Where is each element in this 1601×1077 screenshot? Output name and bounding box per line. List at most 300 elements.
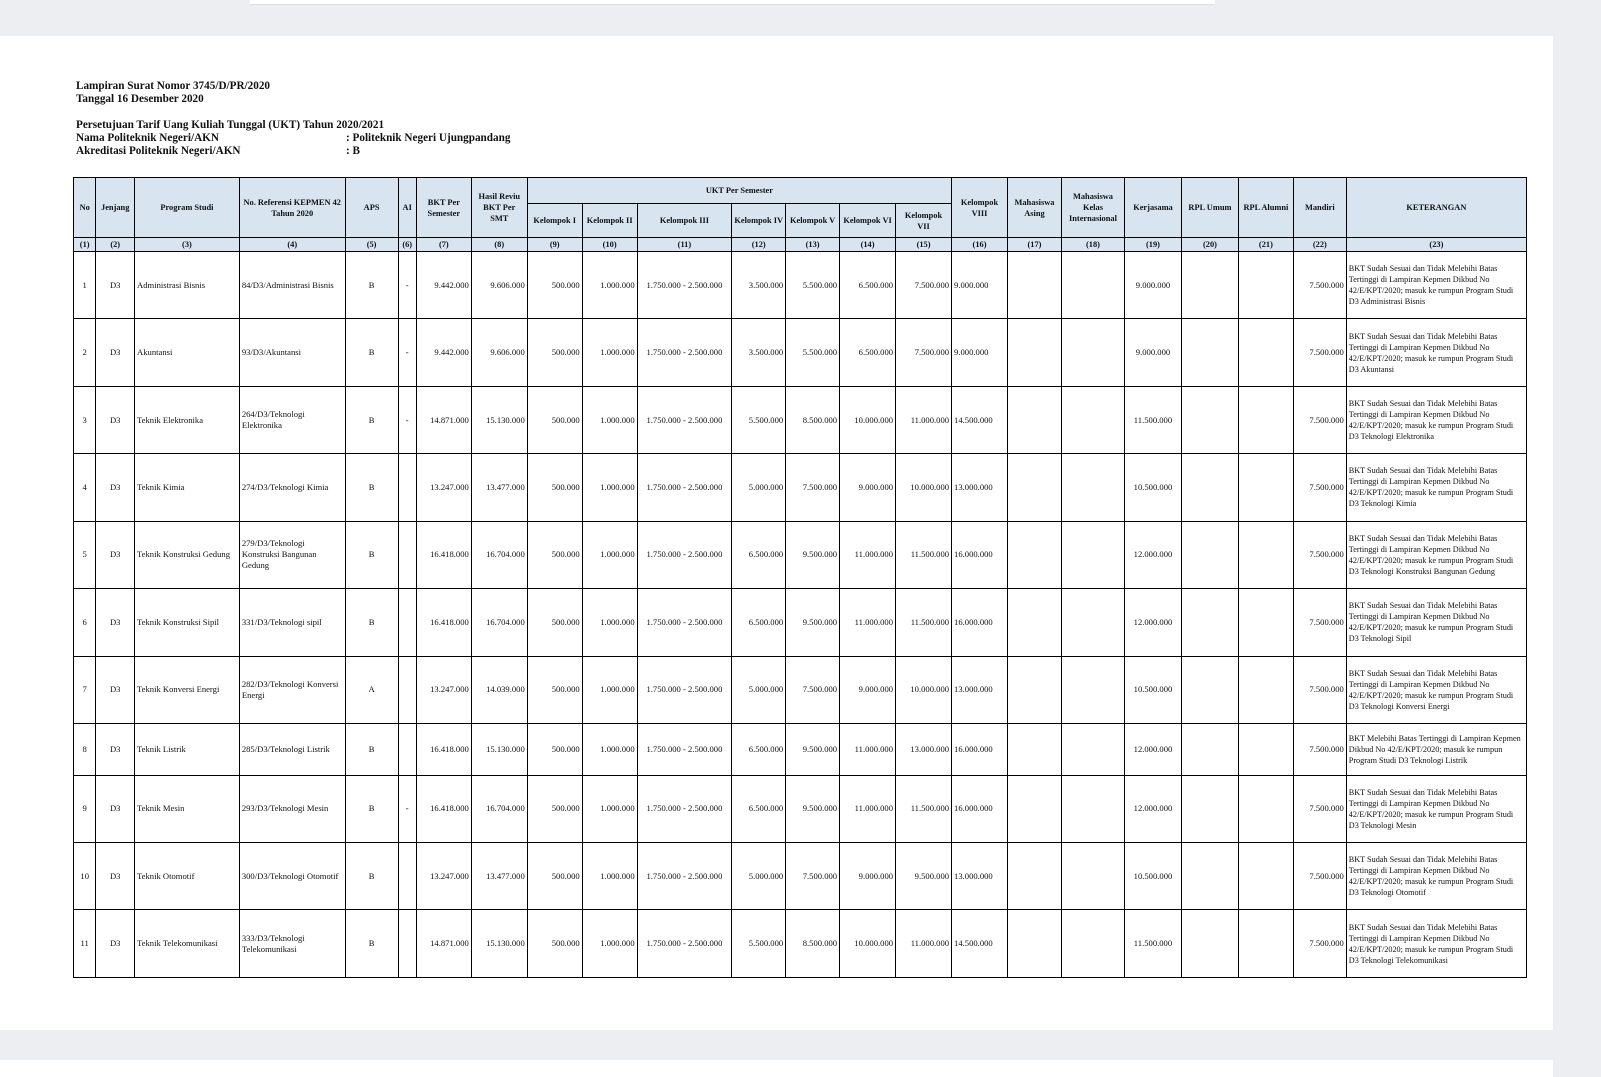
cell-referensi: 300/D3/Teknologi Otomotif: [239, 843, 345, 910]
cell-rpl-alumni: [1238, 454, 1293, 521]
cell-mandiri: 7.500.000: [1293, 589, 1346, 656]
cell-k8: 14.500.000: [952, 910, 1008, 978]
cell-bkt: 9.442.000: [416, 319, 471, 386]
cell-rpl-alumni: [1238, 319, 1293, 386]
col-keterangan: KETERANGAN: [1346, 178, 1526, 238]
cell-program-studi: Teknik Konstruksi Gedung: [135, 521, 240, 588]
cell-rpl-alumni: [1238, 910, 1293, 978]
cell-bkt: 16.418.000: [416, 521, 471, 588]
cell-k5: 8.500.000: [786, 386, 840, 453]
cell-kelas-internasional: [1061, 589, 1124, 656]
cell-ai: [398, 723, 416, 775]
cell-k7: 7.500.000: [896, 319, 952, 386]
table-row: [74, 454, 1527, 521]
cell-bkt: 13.247.000: [416, 843, 471, 910]
cell-jenjang: D3: [96, 252, 135, 319]
cell-k2: 1.000.000: [582, 843, 637, 910]
colnum: (17): [1008, 238, 1062, 252]
table-row: [74, 252, 1527, 319]
cell-k6: 11.000.000: [840, 723, 896, 775]
cell-k8: 14.500.000: [952, 386, 1008, 453]
cell-mandiri: 7.500.000: [1293, 319, 1346, 386]
cell-rpl-alumni: [1238, 775, 1293, 842]
cell-jenjang: D3: [96, 386, 135, 453]
accreditation-value: : B: [346, 145, 360, 157]
cell-k4: 5.000.000: [732, 656, 786, 723]
cell-k7: 9.500.000: [896, 843, 952, 910]
cell-k4: 6.500.000: [732, 589, 786, 656]
cell-program-studi: Teknik Otomotif: [135, 843, 240, 910]
cell-k6: 9.000.000: [840, 843, 896, 910]
cell-rpl-umum: [1181, 843, 1238, 910]
cell-hasil-reviu: 15.130.000: [471, 910, 527, 978]
col-program-studi: Program Studi: [135, 178, 240, 238]
cell-k5: 7.500.000: [786, 454, 840, 521]
col-ai: AI: [398, 178, 416, 238]
table-header: [74, 178, 1527, 252]
colnum: (11): [637, 238, 732, 252]
cell-keterangan: BKT Sudah Sesuai dan Tidak Melebihi Batas Tertinggi di Lampiran Kepmen Dikbud No 42/E/KPT/2020; masuk ke rumpun Program Studi D3 Teknologi Telekomunikasi: [1346, 910, 1526, 978]
cell-k8: 16.000.000: [952, 521, 1008, 588]
cell-rpl-umum: [1181, 723, 1238, 775]
cell-asing: [1008, 386, 1062, 453]
table-row: [74, 521, 1527, 588]
cell-k4: 5.000.000: [732, 454, 786, 521]
colnum: (8): [471, 238, 527, 252]
cell-kerjasama: 12.000.000: [1125, 775, 1182, 842]
cell-kelas-internasional: [1061, 252, 1124, 319]
cell-rpl-alumni: [1238, 843, 1293, 910]
cell-hasil-reviu: 14.039.000: [471, 656, 527, 723]
cell-keterangan: BKT Melebihi Batas Tertinggi di Lampiran Kepmen Dikbud No 42/E/KPT/2020; masuk ke rumpun Program Studi D3 Teknologi Listrik: [1346, 723, 1526, 775]
cell-mandiri: 7.500.000: [1293, 454, 1346, 521]
col-kelas-internasional: Mahasiswa Kelas Internasional: [1061, 178, 1124, 238]
cell-kelas-internasional: [1061, 910, 1124, 978]
cell-k4: 3.500.000: [732, 252, 786, 319]
cell-asing: [1008, 843, 1062, 910]
cell-bkt: 9.442.000: [416, 252, 471, 319]
cell-hasil-reviu: 9.606.000: [471, 319, 527, 386]
cell-k4: 5.500.000: [732, 386, 786, 453]
cell-k3: 1.750.000 - 2.500.000: [637, 521, 732, 588]
cell-no: 11: [74, 910, 96, 978]
cell-k6: 6.500.000: [840, 252, 896, 319]
cell-no: 1: [74, 252, 96, 319]
cell-asing: [1008, 910, 1062, 978]
cell-k4: 5.000.000: [732, 843, 786, 910]
colnum: (22): [1293, 238, 1346, 252]
cell-rpl-umum: [1181, 252, 1238, 319]
cell-mandiri: 7.500.000: [1293, 723, 1346, 775]
table-row: [74, 723, 1527, 775]
cell-k5: 9.500.000: [786, 521, 840, 588]
colnum: (14): [840, 238, 896, 252]
cell-k7: 11.500.000: [896, 589, 952, 656]
col-k6: Kelompok VI: [840, 204, 896, 238]
cell-kerjasama: 11.500.000: [1125, 910, 1182, 978]
cell-k8: 16.000.000: [952, 775, 1008, 842]
cell-k7: 10.000.000: [896, 656, 952, 723]
cell-aps: B: [345, 589, 398, 656]
cell-referensi: 285/D3/Teknologi Listrik: [239, 723, 345, 775]
cell-keterangan: BKT Sudah Sesuai dan Tidak Melebihi Batas Tertinggi di Lampiran Kepmen Dikbud No 42/E/KPT/2020; masuk ke rumpun Program Studi D3 Administrasi Bisnis: [1346, 252, 1526, 319]
document-page[interactable]: [0, 36, 1553, 1030]
previous-page-edge: [250, 0, 1215, 5]
cell-k3: 1.750.000 - 2.500.000: [637, 775, 732, 842]
next-page-edge: [0, 1060, 1553, 1077]
cell-ai: [398, 589, 416, 656]
accreditation-row: [76, 145, 510, 158]
cell-aps: B: [345, 454, 398, 521]
table-row: [74, 910, 1527, 978]
cell-k7: 11.000.000: [896, 386, 952, 453]
cell-kerjasama: 12.000.000: [1125, 521, 1182, 588]
cell-k8: 13.000.000: [952, 843, 1008, 910]
cell-rpl-umum: [1181, 521, 1238, 588]
cell-keterangan: BKT Sudah Sesuai dan Tidak Melebihi Batas Tertinggi di Lampiran Kepmen Dikbud No 42/E/KPT/2020; masuk ke rumpun Program Studi D3 Teknologi Konversi Energi: [1346, 656, 1526, 723]
cell-rpl-alumni: [1238, 521, 1293, 588]
col-kerjasama: Kerjasama: [1125, 178, 1182, 238]
cell-bkt: 14.871.000: [416, 910, 471, 978]
cell-k4: 6.500.000: [732, 521, 786, 588]
col-no: No: [74, 178, 96, 238]
cell-k6: 9.000.000: [840, 454, 896, 521]
cell-no: 2: [74, 319, 96, 386]
cell-asing: [1008, 589, 1062, 656]
cell-rpl-alumni: [1238, 656, 1293, 723]
cell-kelas-internasional: [1061, 843, 1124, 910]
colnum: (6): [398, 238, 416, 252]
cell-hasil-reviu: 13.477.000: [471, 843, 527, 910]
cell-program-studi: Teknik Telekomunikasi: [135, 910, 240, 978]
cell-keterangan: BKT Sudah Sesuai dan Tidak Melebihi Batas Tertinggi di Lampiran Kepmen Dikbud No 42/E/KPT/2020; masuk ke rumpun Program Studi D3 Teknologi Kimia: [1346, 454, 1526, 521]
cell-referensi: 331/D3/Teknologi sipil: [239, 589, 345, 656]
table-row: [74, 656, 1527, 723]
cell-hasil-reviu: 16.704.000: [471, 521, 527, 588]
cell-k7: 11.000.000: [896, 910, 952, 978]
document-title: Persetujuan Tarif Uang Kuliah Tunggal (UKT) Tahun 2020/2021: [76, 119, 385, 131]
table-row: [74, 843, 1527, 910]
cell-rpl-umum: [1181, 656, 1238, 723]
col-k7: Kelompok VII: [896, 204, 952, 238]
cell-rpl-umum: [1181, 454, 1238, 521]
cell-referensi: 264/D3/Teknologi Elektronika: [239, 386, 345, 453]
cell-kerjasama: 12.000.000: [1125, 589, 1182, 656]
colnum: (13): [786, 238, 840, 252]
col-k8: Kelompok VIII: [952, 178, 1008, 238]
cell-aps: B: [345, 252, 398, 319]
cell-k2: 1.000.000: [582, 521, 637, 588]
col-k5: Kelompok V: [786, 204, 840, 238]
cell-k2: 1.000.000: [582, 589, 637, 656]
cell-asing: [1008, 723, 1062, 775]
cell-mandiri: 7.500.000: [1293, 521, 1346, 588]
cell-program-studi: Teknik Konversi Energi: [135, 656, 240, 723]
col-bkt: BKT Per Semester: [416, 178, 471, 238]
letter-date: Tanggal 16 Desember 2020: [76, 93, 204, 105]
colnum: (15): [896, 238, 952, 252]
cell-k5: 7.500.000: [786, 656, 840, 723]
cell-program-studi: Teknik Mesin: [135, 775, 240, 842]
col-asing: Mahasiswa Asing: [1008, 178, 1062, 238]
cell-k3: 1.750.000 - 2.500.000: [637, 910, 732, 978]
cell-jenjang: D3: [96, 656, 135, 723]
cell-rpl-alumni: [1238, 589, 1293, 656]
table-row: [74, 775, 1527, 842]
col-k3: Kelompok III: [637, 204, 732, 238]
cell-bkt: 16.418.000: [416, 589, 471, 656]
ukt-table: [73, 177, 1527, 978]
cell-k1: 500.000: [527, 723, 582, 775]
cell-kelas-internasional: [1061, 723, 1124, 775]
cell-k2: 1.000.000: [582, 319, 637, 386]
colnum: (23): [1346, 238, 1526, 252]
cell-k4: 3.500.000: [732, 319, 786, 386]
cell-rpl-umum: [1181, 386, 1238, 453]
cell-k1: 500.000: [527, 454, 582, 521]
cell-bkt: 16.418.000: [416, 775, 471, 842]
cell-jenjang: D3: [96, 521, 135, 588]
table-row: [74, 319, 1527, 386]
cell-no: 6: [74, 589, 96, 656]
cell-k1: 500.000: [527, 319, 582, 386]
cell-k8: 13.000.000: [952, 454, 1008, 521]
cell-kelas-internasional: [1061, 656, 1124, 723]
cell-rpl-umum: [1181, 589, 1238, 656]
cell-referensi: 333/D3/Teknologi Telekomunikasi: [239, 910, 345, 978]
cell-aps: A: [345, 656, 398, 723]
cell-kerjasama: 9.000.000: [1125, 319, 1182, 386]
cell-hasil-reviu: 16.704.000: [471, 589, 527, 656]
cell-rpl-alumni: [1238, 723, 1293, 775]
cell-asing: [1008, 454, 1062, 521]
cell-keterangan: BKT Sudah Sesuai dan Tidak Melebihi Batas Tertinggi di Lampiran Kepmen Dikbud No 42/E/KPT/2020; masuk ke rumpun Program Studi D3 Teknologi Otomotif: [1346, 843, 1526, 910]
cell-kelas-internasional: [1061, 521, 1124, 588]
cell-jenjang: D3: [96, 775, 135, 842]
cell-referensi: 282/D3/Teknologi Konversi Energi: [239, 656, 345, 723]
cell-k2: 1.000.000: [582, 454, 637, 521]
cell-hasil-reviu: 13.477.000: [471, 454, 527, 521]
cell-k6: 10.000.000: [840, 386, 896, 453]
cell-no: 10: [74, 843, 96, 910]
cell-keterangan: BKT Sudah Sesuai dan Tidak Melebihi Batas Tertinggi di Lampiran Kepmen Dikbud No 42/E/KPT/2020; masuk ke rumpun Program Studi D3 Teknologi Mesin: [1346, 775, 1526, 842]
cell-kelas-internasional: [1061, 775, 1124, 842]
cell-k3: 1.750.000 - 2.500.000: [637, 319, 732, 386]
cell-k5: 8.500.000: [786, 910, 840, 978]
cell-no: 8: [74, 723, 96, 775]
cell-bkt: 16.418.000: [416, 723, 471, 775]
cell-ai: [398, 656, 416, 723]
cell-k7: 7.500.000: [896, 252, 952, 319]
cell-hasil-reviu: 9.606.000: [471, 252, 527, 319]
cell-k8: 9.000.000: [952, 319, 1008, 386]
cell-asing: [1008, 656, 1062, 723]
cell-kelas-internasional: [1061, 386, 1124, 453]
cell-hasil-reviu: 16.704.000: [471, 775, 527, 842]
letter-number: Lampiran Surat Nomor 3745/D/PR/2020: [76, 80, 271, 92]
cell-jenjang: D3: [96, 319, 135, 386]
col-rpl-umum: RPL Umum: [1181, 178, 1238, 238]
cell-hasil-reviu: 15.130.000: [471, 386, 527, 453]
cell-referensi: 84/D3/Administrasi Bisnis: [239, 252, 345, 319]
institution-name-label: Nama Politeknik Negeri/AKN: [76, 132, 219, 144]
cell-k8: 16.000.000: [952, 723, 1008, 775]
cell-k1: 500.000: [527, 521, 582, 588]
table-row: [74, 589, 1527, 656]
cell-aps: B: [345, 723, 398, 775]
cell-asing: [1008, 252, 1062, 319]
cell-jenjang: D3: [96, 454, 135, 521]
cell-mandiri: 7.500.000: [1293, 386, 1346, 453]
cell-kerjasama: 11.500.000: [1125, 386, 1182, 453]
cell-bkt: 14.871.000: [416, 386, 471, 453]
cell-jenjang: D3: [96, 589, 135, 656]
cell-mandiri: 7.500.000: [1293, 843, 1346, 910]
cell-k5: 5.500.000: [786, 319, 840, 386]
cell-ai: -: [398, 775, 416, 842]
cell-k8: 16.000.000: [952, 589, 1008, 656]
cell-k5: 9.500.000: [786, 775, 840, 842]
cell-referensi: 293/D3/Teknologi Mesin: [239, 775, 345, 842]
cell-k3: 1.750.000 - 2.500.000: [637, 656, 732, 723]
cell-bkt: 13.247.000: [416, 454, 471, 521]
cell-ai: -: [398, 252, 416, 319]
col-k1: Kelompok I: [527, 204, 582, 238]
col-ukt-group: UKT Per Semester: [527, 178, 951, 204]
cell-ai: -: [398, 386, 416, 453]
institution-name-row: [76, 132, 510, 145]
cell-k1: 500.000: [527, 386, 582, 453]
cell-no: 4: [74, 454, 96, 521]
cell-k4: 5.500.000: [732, 910, 786, 978]
cell-rpl-umum: [1181, 319, 1238, 386]
cell-k7: 11.500.000: [896, 521, 952, 588]
cell-k4: 6.500.000: [732, 775, 786, 842]
cell-k6: 9.000.000: [840, 656, 896, 723]
col-jenjang: Jenjang: [96, 178, 135, 238]
cell-k6: 11.000.000: [840, 589, 896, 656]
cell-asing: [1008, 521, 1062, 588]
cell-asing: [1008, 775, 1062, 842]
cell-kerjasama: 10.500.000: [1125, 843, 1182, 910]
col-k4: Kelompok IV: [732, 204, 786, 238]
cell-aps: B: [345, 775, 398, 842]
cell-ai: [398, 521, 416, 588]
colnum: (3): [135, 238, 240, 252]
cell-referensi: 274/D3/Teknologi Kimia: [239, 454, 345, 521]
cell-hasil-reviu: 15.130.000: [471, 723, 527, 775]
cell-k1: 500.000: [527, 775, 582, 842]
cell-k2: 1.000.000: [582, 252, 637, 319]
cell-jenjang: D3: [96, 843, 135, 910]
cell-k7: 11.500.000: [896, 775, 952, 842]
cell-kerjasama: 10.500.000: [1125, 656, 1182, 723]
col-hasil-reviu: Hasil Reviu BKT Per SMT: [471, 178, 527, 238]
cell-program-studi: Teknik Listrik: [135, 723, 240, 775]
cell-k3: 1.750.000 - 2.500.000: [637, 723, 732, 775]
colnum: (5): [345, 238, 398, 252]
cell-no: 7: [74, 656, 96, 723]
cell-mandiri: 7.500.000: [1293, 656, 1346, 723]
cell-no: 3: [74, 386, 96, 453]
cell-rpl-alumni: [1238, 252, 1293, 319]
document-header: [76, 80, 510, 158]
cell-k4: 6.500.000: [732, 723, 786, 775]
cell-keterangan: BKT Sudah Sesuai dan Tidak Melebihi Batas Tertinggi di Lampiran Kepmen Dikbud No 42/E/KPT/2020; masuk ke rumpun Program Studi D3 Teknologi Elektronika: [1346, 386, 1526, 453]
cell-k2: 1.000.000: [582, 723, 637, 775]
cell-rpl-umum: [1181, 775, 1238, 842]
cell-ai: [398, 454, 416, 521]
colnum: (16): [952, 238, 1008, 252]
cell-k5: 5.500.000: [786, 252, 840, 319]
col-aps: APS: [345, 178, 398, 238]
cell-kelas-internasional: [1061, 454, 1124, 521]
cell-k1: 500.000: [527, 252, 582, 319]
cell-k2: 1.000.000: [582, 386, 637, 453]
cell-k6: 11.000.000: [840, 775, 896, 842]
cell-program-studi: Akuntansi: [135, 319, 240, 386]
table-row: [74, 386, 1527, 453]
col-mandiri: Mandiri: [1293, 178, 1346, 238]
cell-keterangan: BKT Sudah Sesuai dan Tidak Melebihi Batas Tertinggi di Lampiran Kepmen Dikbud No 42/E/KPT/2020; masuk ke rumpun Program Studi D3 Akuntansi: [1346, 319, 1526, 386]
colnum: (1): [74, 238, 96, 252]
cell-jenjang: D3: [96, 910, 135, 978]
cell-k3: 1.750.000 - 2.500.000: [637, 589, 732, 656]
cell-k2: 1.000.000: [582, 910, 637, 978]
cell-referensi: 93/D3/Akuntansi: [239, 319, 345, 386]
accreditation-label: Akreditasi Politeknik Negeri/AKN: [76, 145, 241, 157]
cell-bkt: 13.247.000: [416, 656, 471, 723]
cell-k1: 500.000: [527, 910, 582, 978]
table-body: [74, 252, 1527, 978]
cell-k1: 500.000: [527, 656, 582, 723]
cell-k3: 1.750.000 - 2.500.000: [637, 454, 732, 521]
cell-k3: 1.750.000 - 2.500.000: [637, 843, 732, 910]
cell-kerjasama: 12.000.000: [1125, 723, 1182, 775]
cell-program-studi: Teknik Konstruksi Sipil: [135, 589, 240, 656]
cell-jenjang: D3: [96, 723, 135, 775]
cell-kerjasama: 10.500.000: [1125, 454, 1182, 521]
cell-program-studi: Teknik Kimia: [135, 454, 240, 521]
colnum: (19): [1125, 238, 1182, 252]
cell-k2: 1.000.000: [582, 775, 637, 842]
cell-no: 5: [74, 521, 96, 588]
cell-kelas-internasional: [1061, 319, 1124, 386]
cell-referensi: 279/D3/Teknologi Konstruksi Bangunan Gedung: [239, 521, 345, 588]
cell-ai: [398, 910, 416, 978]
colnum: (10): [582, 238, 637, 252]
col-referensi: No. Referensi KEPMEN 42 Tahun 2020: [239, 178, 345, 238]
cell-k6: 11.000.000: [840, 521, 896, 588]
cell-ai: -: [398, 319, 416, 386]
cell-mandiri: 7.500.000: [1293, 910, 1346, 978]
cell-k7: 10.000.000: [896, 454, 952, 521]
cell-k6: 10.000.000: [840, 910, 896, 978]
cell-k1: 500.000: [527, 589, 582, 656]
cell-keterangan: BKT Sudah Sesuai dan Tidak Melebihi Batas Tertinggi di Lampiran Kepmen Dikbud No 42/E/KPT/2020; masuk ke rumpun Program Studi D3 Teknologi Konstruksi Bangunan Gedung: [1346, 521, 1526, 588]
cell-k5: 7.500.000: [786, 843, 840, 910]
col-rpl-alumni: RPL Alumni: [1238, 178, 1293, 238]
cell-aps: B: [345, 319, 398, 386]
colnum: (2): [96, 238, 135, 252]
cell-k5: 9.500.000: [786, 723, 840, 775]
cell-mandiri: 7.500.000: [1293, 775, 1346, 842]
cell-k5: 9.500.000: [786, 589, 840, 656]
cell-aps: B: [345, 843, 398, 910]
column-number-row: [74, 238, 1527, 252]
cell-program-studi: Teknik Elektronika: [135, 386, 240, 453]
cell-aps: B: [345, 386, 398, 453]
